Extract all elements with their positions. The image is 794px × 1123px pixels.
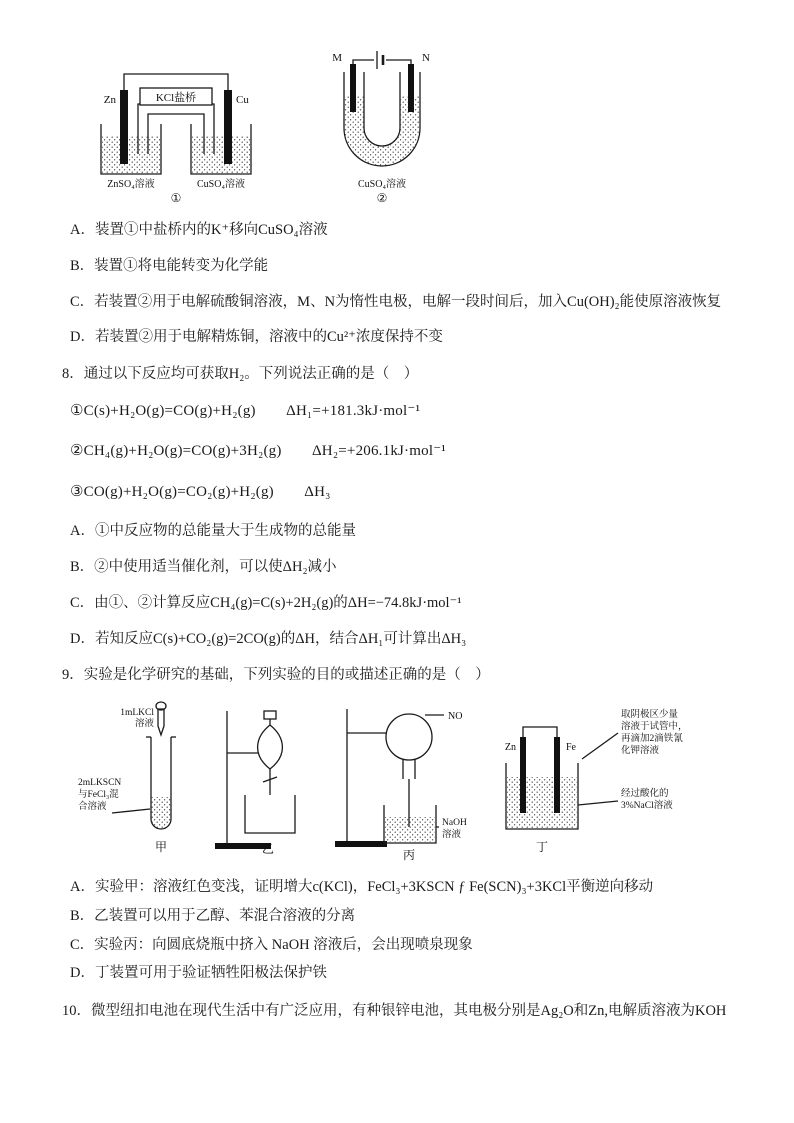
solution-label-line1: 经过酸化的 [620,789,669,799]
q8-equation-3: ③CO(g)+H₂O(g)=CO₂(g)+H₂(g) ΔH₃ [70,483,331,500]
electrode-n [408,64,414,112]
zn-electrode-label: Zn [103,94,116,106]
separating-funnel-body [257,725,282,769]
tube-content-label-line3: 合溶液 [78,802,107,812]
stand-base [335,841,387,847]
question7-figures [62,46,730,204]
figure2-caption: ② [376,191,388,204]
q9-option-a: A．实验甲：溶液红色变浅，证明增大c(KCl)，FeCl₃+3KSCN ƒ Fe(SCN)₃+3KCl平衡逆向移动 [70,879,654,895]
cathode-note-line2: 溶液于试管中， [620,722,688,732]
znso4-liquid [102,136,160,173]
funnel-stopper [264,711,276,719]
q9-option-d: D．丁装置可用于验证牺牲阳极法保护铁 [70,965,327,982]
content-leader-line [112,809,150,813]
znso4-solution-label: ZnSO₄溶液 [107,179,155,190]
note-leader-line [582,733,618,759]
electrode-n-label: N [422,52,430,64]
cuso4-liquid [192,136,250,173]
right-battery-wire [386,60,411,66]
left-battery-wire [353,60,374,66]
q7-option-d: D．若装置②用于电解精炼铜，溶液中的Cu²⁺浓度保持不变 [70,329,443,346]
q7-option-c: C．若装置②用于电解硫酸铜溶液，M、N为惰性电极，电解一段时间后，加入Cu(OH)₂能使原溶液恢复 [70,293,722,310]
figure1-caption: ① [170,191,182,204]
q8-option-c: C．由①、②计算反应CH₄(g)=C(s)+2H₂(g)的ΔH=−74.8kJ·mol⁻¹ [70,594,462,611]
q9-option-c: C．实验丙：向圆底烧瓶中挤入 NaOH 溶液后，会出现喷泉现象 [70,936,473,953]
naoh-label-line1: NaOH [442,818,468,828]
solution-label-line2: 3%NaCl溶液 [620,801,673,811]
q8-option-a: A．①中反应物的总能量大于生成物的总能量 [70,523,356,540]
naoh-label-line2: 溶液 [442,830,462,840]
beaker [245,795,295,833]
salt-bridge-label: KCl盐桥 [155,92,197,104]
cu-electrode [224,90,232,164]
nacl-solution-liquid [507,777,577,828]
electrode-m [350,64,356,112]
experiment-jia-diagram [76,701,206,861]
fe-label: Fe [565,742,576,753]
tube-content-label-line1: 2mLKSCN [78,778,122,788]
experiment-yi-diagram [213,701,323,861]
q8-equation-2: ②CH₄(g)+H₂O(g)=CO(g)+3H₂(g) ΔH₂=+206.1kJ·mol⁻¹ [70,443,447,460]
utube-solution-label: CuSO₄溶液 [358,179,406,190]
zn-electrode [120,90,128,164]
connecting-wire [523,727,557,737]
cu-electrode-label: Cu [236,94,249,106]
cathode-note-line1: 取阴极区少量 [620,710,678,720]
galvanic-cell-diagram [76,46,276,204]
zn-label: Zn [504,742,516,753]
dropper-label-line1: 1mLKCl [120,708,154,718]
yi-caption: 乙 [261,842,274,856]
no-gas-label: NO [448,711,463,722]
naoh-liquid [385,817,435,842]
dropper-label-line2: 溶液 [134,719,154,729]
electrode-m-label: M [332,52,342,64]
fe-electrode [554,737,560,813]
q9-option-b: B．乙装置可以用于乙醇、苯混合溶液的分离 [70,907,356,924]
cuso4-solution-label: CuSO₄溶液 [197,179,245,190]
ding-caption: 丁 [535,840,548,854]
dropper [158,709,164,735]
electrolysis-utube-diagram [322,46,442,204]
zn-electrode [520,737,526,813]
q8-option-d: D．若知反应C(s)+CO₂(g)=2CO(g)的ΔH，结合ΔH₁可计算出ΔH₃ [70,630,467,647]
test-tube-liquid [151,797,171,829]
tube-content-label-line2: 与FeCl₃混 [78,790,119,800]
utube-inner-wall [364,72,400,146]
q7-option-a: A．装置①中盐桥内的K⁺移向CuSO₄溶液 [70,222,328,238]
jia-caption: 甲 [154,840,168,854]
experiment-bing-diagram [329,701,479,861]
question9-figures [62,701,730,861]
q8-equation-1: ①C(s)+H₂O(g)=CO(g)+H₂(g) ΔH₁=+181.3kJ·mol⁻¹ [70,402,421,419]
round-bottom-flask [386,714,432,760]
bing-caption: 丙 [403,848,416,861]
cathode-note-line3: 再滴加2滴铁氰 [620,734,683,744]
q9-stem: 9．实验是化学研究的基础，下列实验的目的或描述正确的是（ ） [62,667,490,684]
q7-option-b: B．装置①将电能转变为化学能 [70,257,269,274]
q10-stem: 10．微型纽扣电池在现代生活中有广泛应用，有种银锌电池，其电极分别是Ag₂O和Zn,电解质溶液为KOH [62,1003,727,1019]
solution-leader-line [578,801,618,805]
q8-option-b: B．②中使用适当催化剂，可以使ΔH₂减小 [70,559,337,575]
q8-stem: 8．通过以下反应均可获取H₂。下列说法正确的是（ ） [62,366,419,382]
cathode-note-line4: 化钾溶液 [620,746,659,756]
experiment-ding-diagram [486,701,726,861]
